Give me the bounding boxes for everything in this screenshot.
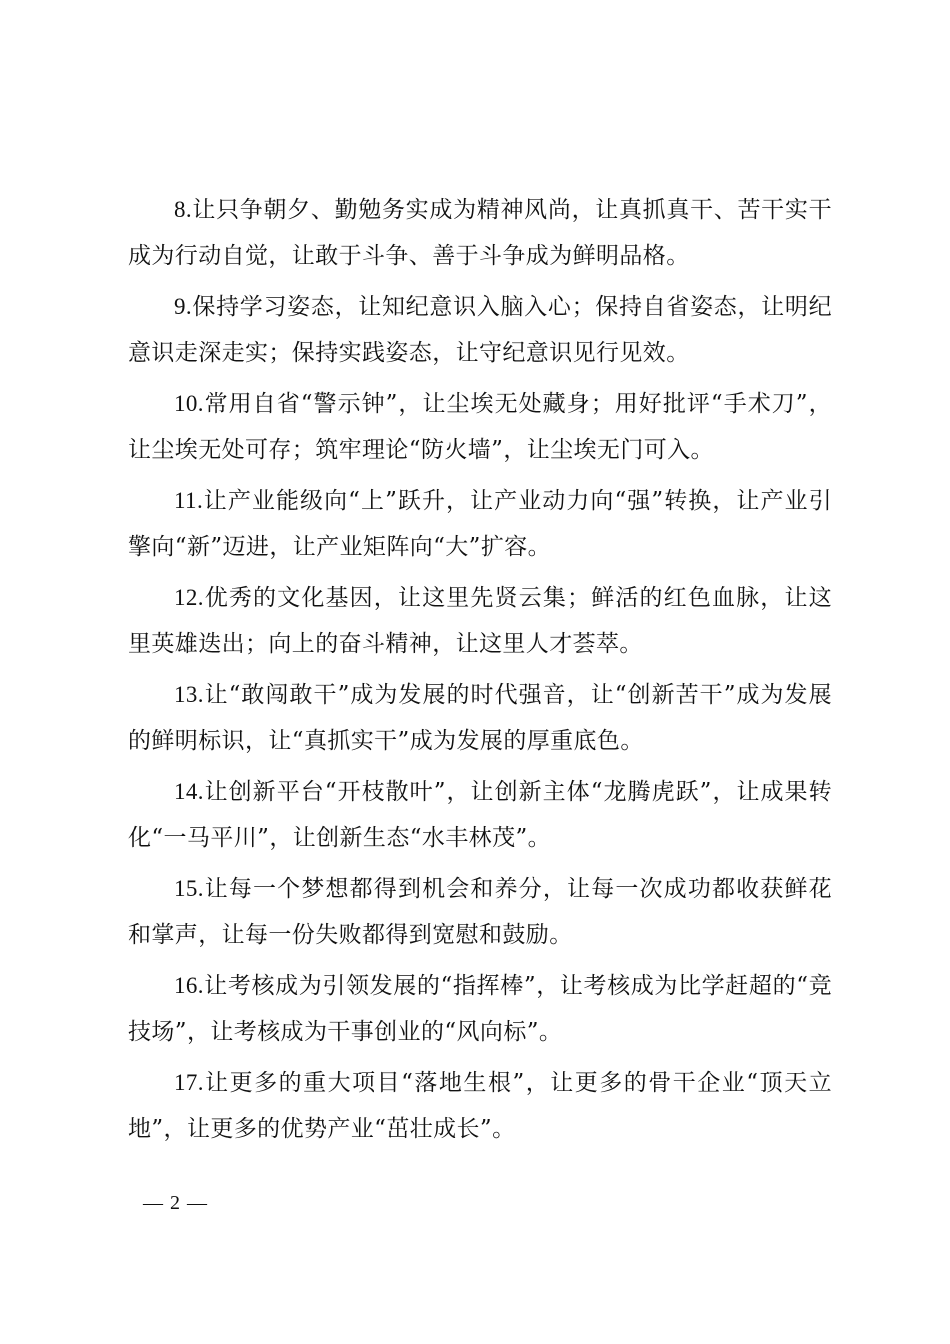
paragraph-text: 让只争朝夕、勤勉务实成为精神风尚，让真抓真干、苦干实干成为行动自觉，让敢于斗争、善于斗争成为鲜明品格。 xyxy=(128,197,832,269)
paragraph-text: 让考核成为引领发展的“指挥棒”，让考核成为比学赶超的“竞技场”，让考核成为干事创业的“风向标”。 xyxy=(128,973,832,1045)
paragraph-text: 优秀的文化基因，让这里先贤云集；鲜活的红色血脉，让这里英雄迭出；向上的奋斗精神，让这里人才荟萃。 xyxy=(128,585,832,657)
paragraph-text: 让每一个梦想都得到机会和养分，让每一次成功都收获鲜花和掌声，让每一份失败都得到宽慰和鼓励。 xyxy=(128,876,832,948)
paragraph-number: 12. xyxy=(174,585,204,610)
paragraph-text: 让产业能级向“上”跃升，让产业动力向“强”转换，让产业引擎向“新”迈进，让产业矩阵向“大”扩容。 xyxy=(128,488,832,560)
paragraph-8 xyxy=(128,187,832,279)
paragraph-text: 保持学习姿态，让知纪意识入脑入心；保持自省姿态，让明纪意识走深走实；保持实践姿态，让守纪意识见行见效。 xyxy=(128,294,832,366)
paragraph-number: 10. xyxy=(174,391,204,416)
paragraph-number: 11. xyxy=(174,488,204,513)
paragraph-11 xyxy=(128,478,832,570)
paragraph-12 xyxy=(128,575,832,667)
paragraph-number: 8. xyxy=(174,197,193,222)
paragraph-10 xyxy=(128,381,832,473)
paragraph-number: 13. xyxy=(174,682,204,707)
paragraph-9 xyxy=(128,284,832,376)
paragraph-text: 常用自省“警示钟”，让尘埃无处藏身；用好批评“手术刀”，让尘埃无处可存；筑牢理论“防火墙”，让尘埃无门可入。 xyxy=(128,391,832,463)
paragraph-text: 让创新平台“开枝散叶”，让创新主体“龙腾虎跃”，让成果转化“一马平川”，让创新生态“水丰林茂”。 xyxy=(128,779,832,851)
paragraph-number: 14. xyxy=(174,779,204,804)
document-body xyxy=(128,187,832,1157)
paragraph-14 xyxy=(128,769,832,861)
paragraph-number: 16. xyxy=(174,973,204,998)
paragraph-text: 让“敢闯敢干”成为发展的时代强音，让“创新苦干”成为发展的鲜明标识，让“真抓实干”成为发展的厚重底色。 xyxy=(128,682,832,754)
page-number: — 2 — xyxy=(143,1192,208,1214)
paragraph-number: 17. xyxy=(174,1070,204,1095)
paragraph-15 xyxy=(128,866,832,958)
paragraph-16 xyxy=(128,963,832,1055)
paragraph-number: 15. xyxy=(174,876,204,901)
paragraph-number: 9. xyxy=(174,294,193,319)
paragraph-17 xyxy=(128,1060,832,1152)
paragraph-13 xyxy=(128,672,832,764)
paragraph-text: 让更多的重大项目“落地生根”，让更多的骨干企业“顶天立地”，让更多的优势产业“茁壮成长”。 xyxy=(128,1070,832,1142)
